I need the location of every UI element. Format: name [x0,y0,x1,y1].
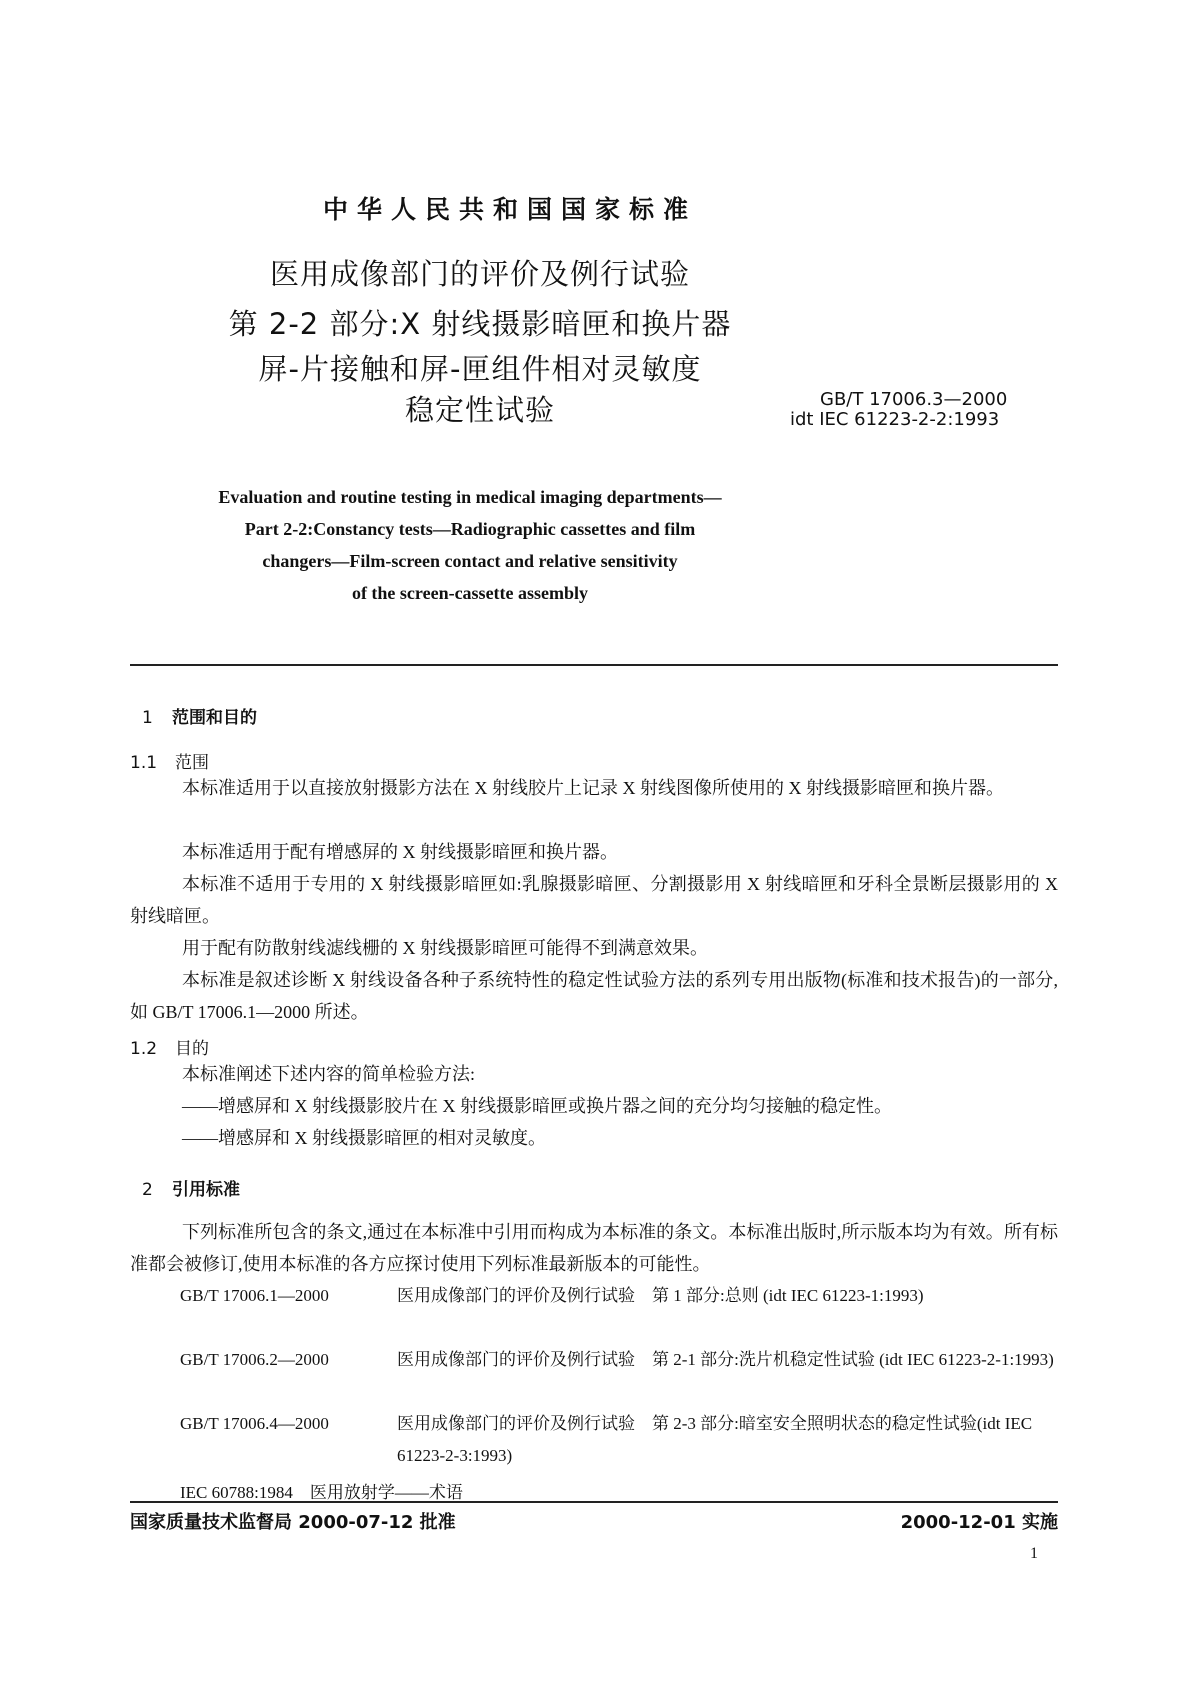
section-1-heading [142,703,257,728]
en-title-line-4: of the screen-cassette assembly [351,583,589,603]
bottom-divider [130,1501,1058,1503]
para-1-1-a: 本标准适用于以直接放射摄影方法在 X 射线胶片上记录 X 射线图像所使用的 X 射线摄影暗匣和换片器。 [182,778,1004,798]
ref-3-code: GB/T 17006.4—2000 [180,1414,329,1433]
idt-standard-number: idt IEC 61223-2-2:1993 [790,409,1000,430]
gb-standard-number: GB/T 17006.3—2000 [820,389,1008,410]
ref-1-code: GB/T 17006.1—2000 [180,1286,329,1305]
section-1-2-title: 目的 [175,1039,209,1059]
para-1-2-a: 本标准阐述下述内容的简单检验方法: [182,1064,475,1084]
cn-title-line-1: 医用成像部门的评价及例行试验 [269,257,690,291]
section-2-heading [142,1175,240,1200]
english-title [150,481,790,609]
en-title-line-3: changers—Film-screen contact and relative sensitivity [262,551,678,571]
ref-2-code: GB/T 17006.2—2000 [180,1350,329,1369]
section-1-2-number: 1.2 [130,1039,158,1059]
ref-3-title: 医用成像部门的评价及例行试验 第 2-3 部分:暗室安全照明状态的稳定性试验(idt IEC 61223-2-3:1993) [397,1414,1033,1465]
en-title-line-1: Evaluation and routine testing in medical imaging departments— [218,487,722,507]
top-divider [130,664,1058,666]
ref-2-title: 医用成像部门的评价及例行试验 第 2-1 部分:洗片机稳定性试验 (idt IEC 61223-2-1:1993) [397,1350,1054,1369]
section-1-1-heading [130,748,209,773]
cn-title-line-2: 第 2-2 部分:X 射线摄影暗匣和换片器 [228,307,732,341]
section-2-number: 2 [142,1180,153,1200]
para-2-intro: 下列标准所包含的条文,通过在本标准中引用而构成为本标准的条文。本标准出版时,所示版本均为有效。所有标准都会被修订,使用本标准的各方应探讨使用下列标准最新版本的可能性。 [130,1222,1058,1274]
section-1-number: 1 [142,708,153,728]
effective-date: 2000-12-01 实施 [900,1512,1058,1533]
national-standard-heading: 中华人民共和国国家标准 [322,195,697,224]
cn-title-line-3: 屏-片接触和屏-匣组件相对灵敏度 [258,352,702,386]
page-number: 1 [1030,1545,1038,1562]
para-1-2-c: ——增感屏和 X 射线摄影暗匣的相对灵敏度。 [182,1128,546,1148]
para-1-1-d: 用于配有防散射线滤线栅的 X 射线摄影暗匣可能得不到满意效果。 [182,938,708,958]
section-1-title: 范围和目的 [172,708,257,728]
section-1-1-title: 范围 [175,753,209,773]
para-1-1-b: 本标准适用于配有增感屏的 X 射线摄影暗匣和换片器。 [182,842,618,862]
ref-4: IEC 60788:1984 医用放射学——术语 [180,1483,463,1502]
para-1-1-c: 本标准不适用于专用的 X 射线摄影暗匣如:乳腺摄影暗匣、分割摄影用 X 射线暗匣和牙科全景断层摄影用的 X 射线暗匣。 [130,874,1058,926]
cn-title-line-4: 稳定性试验 [404,393,555,427]
section-2-title: 引用标准 [172,1180,240,1200]
ref-1-title: 医用成像部门的评价及例行试验 第 1 部分:总则 (idt IEC 61223-1:1993) [397,1286,924,1305]
section-1-2-heading [130,1034,209,1059]
para-1-2-b: ——增感屏和 X 射线摄影胶片在 X 射线摄影暗匣或换片器之间的充分均匀接触的稳定性。 [182,1096,892,1116]
approval-date: 国家质量技术监督局 2000-07-12 批准 [130,1512,456,1533]
en-title-line-2: Part 2-2:Constancy tests—Radiographic cassettes and film [244,519,696,539]
para-1-1-e: 本标准是叙述诊断 X 射线设备各种子系统特性的稳定性试验方法的系列专用出版物(标准和技术报告)的一部分,如 GB/T 17006.1—2000 所述。 [130,970,1058,1022]
section-1-1-number: 1.1 [130,753,158,773]
